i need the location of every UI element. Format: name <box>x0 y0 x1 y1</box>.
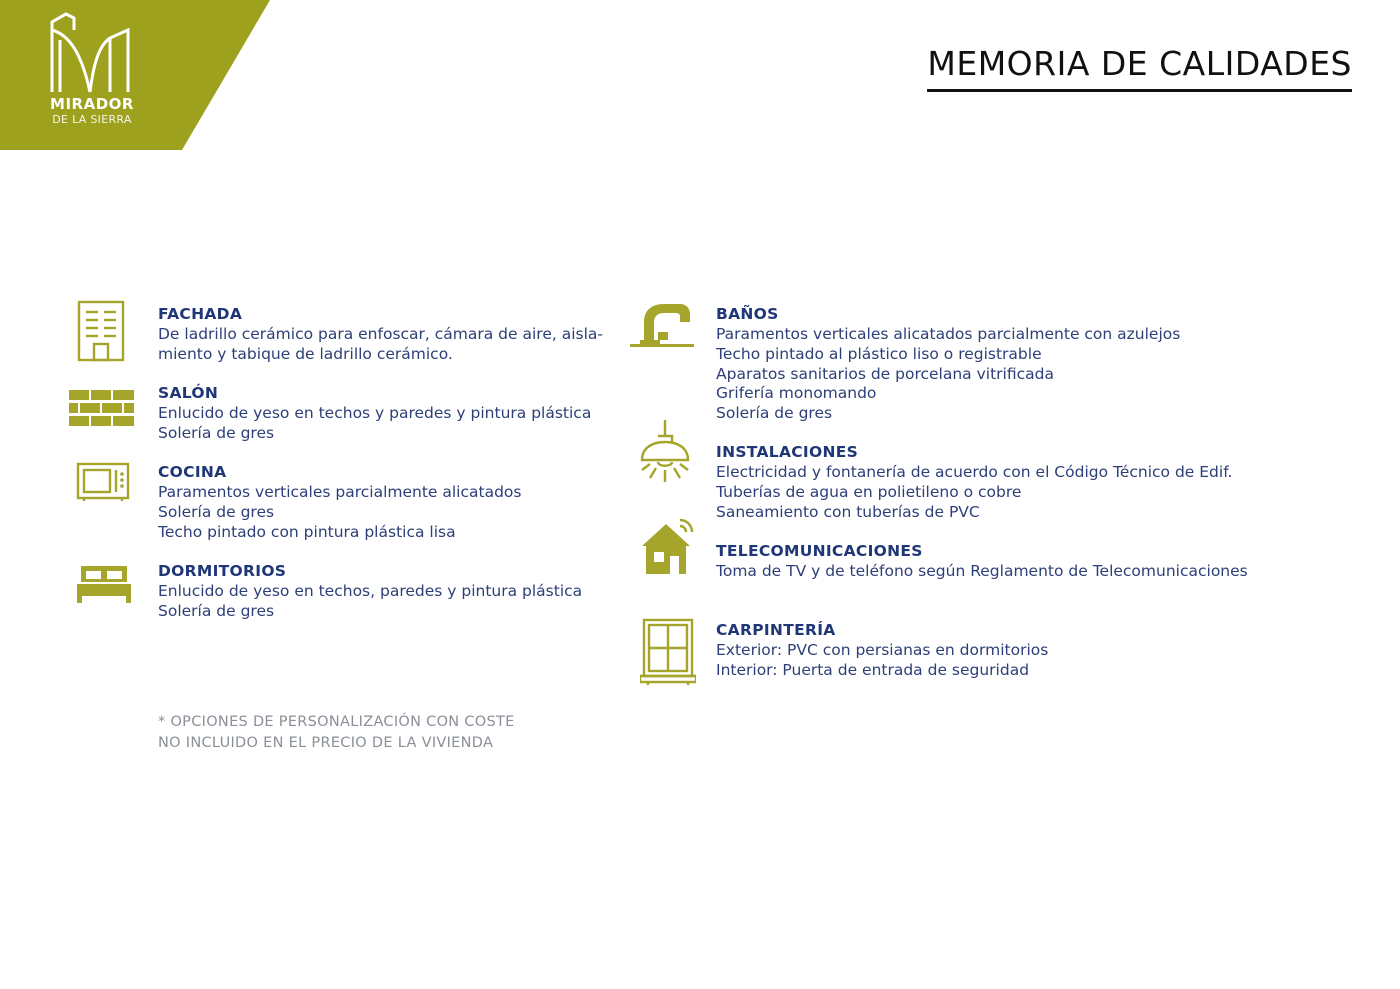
section-heading-cocina: COCINA <box>158 463 227 481</box>
text-line: Enlucido de yeso en techos y paredes y pintura plástica <box>158 404 592 422</box>
section-text-banos <box>716 325 1180 424</box>
footnote <box>158 712 515 753</box>
text-line: miento y tabique de ladrillo cerámico. <box>158 344 453 363</box>
section-text-cocina <box>158 483 521 542</box>
section-heading-telecomunicaciones: TELECOMUNICACIONES <box>716 542 923 560</box>
footnote-line: NO INCLUIDO EN EL PRECIO DE LA VIVIENDA <box>158 734 494 751</box>
text-line: Solería de gres <box>158 601 275 620</box>
text-line: Paramentos verticales alicatados parcialmente con azulejos <box>716 325 1181 343</box>
brand-subtitle: DE LA SIERRA <box>52 113 132 126</box>
text-line: Paramentos verticales parcialmente alicatados <box>158 483 522 501</box>
page-title: MEMORIA DE CALIDADES <box>927 44 1352 92</box>
section-text-telecomunicaciones <box>716 562 1248 582</box>
text-line: Interior: Puerta de entrada de seguridad <box>716 660 1030 679</box>
section-text-dormitorios <box>158 582 582 622</box>
faucet-icon <box>630 302 694 350</box>
text-line: Solería de gres <box>716 404 833 423</box>
text-line: Grifería monomando <box>716 384 877 403</box>
section-text-instalaciones <box>716 463 1232 522</box>
microwave-icon <box>76 462 130 502</box>
text-line: Techo pintado al plástico liso o registrable <box>716 344 1042 363</box>
bed-icon <box>77 566 131 604</box>
text-line: Electricidad y fontanería de acuerdo con el Código Técnico de Edif. <box>716 463 1233 481</box>
logo-background <box>0 0 270 150</box>
brand-logo-band <box>0 0 270 150</box>
smart-home-icon <box>640 518 696 576</box>
text-line: Enlucido de yeso en techos, paredes y pintura plástica <box>158 582 583 600</box>
section-text-carpinteria <box>716 641 1048 681</box>
text-line: Tuberías de agua en polietileno o cobre <box>716 482 1022 501</box>
window-icon <box>640 618 696 686</box>
text-line: Aparatos sanitarios de porcelana vitrificada <box>716 364 1054 383</box>
text-line: Solería de gres <box>158 502 275 521</box>
text-line: Toma de TV y de teléfono según Reglamento de Telecomunicaciones <box>716 562 1248 580</box>
brand-name: MIRADOR <box>50 95 134 113</box>
section-heading-salon: SALÓN <box>158 384 219 402</box>
text-line: De ladrillo cerámico para enfoscar, cámara de aire, aisla- <box>158 325 603 343</box>
building-icon <box>76 300 126 362</box>
text-line: Solería de gres <box>158 423 275 442</box>
section-heading-banos: BAÑOS <box>716 305 779 323</box>
text-line: Saneamiento con tuberías de PVC <box>716 502 980 521</box>
section-heading-fachada: FACHADA <box>158 305 243 323</box>
text-line: Techo pintado con pintura plástica lisa <box>158 522 456 541</box>
section-heading-carpinteria: CARPINTERÍA <box>716 621 836 639</box>
section-heading-dormitorios: DORMITORIOS <box>158 562 287 580</box>
ceiling-lamp-icon <box>638 420 692 484</box>
text-line: Exterior: PVC con persianas en dormitorios <box>716 641 1049 659</box>
brick-wall-icon <box>69 390 134 426</box>
section-text-fachada <box>158 325 603 365</box>
footnote-line: * OPCIONES DE PERSONALIZACIÓN CON COSTE <box>158 714 515 730</box>
section-heading-instalaciones: INSTALACIONES <box>716 443 859 461</box>
section-text-salon <box>158 404 591 444</box>
